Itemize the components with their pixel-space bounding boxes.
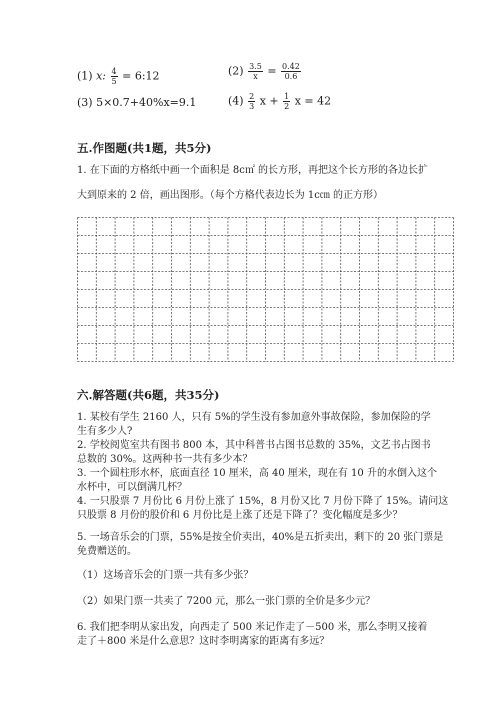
question-text: 1. 在下面的方格纸中画一个面积是 8c㎡ 的长方形，再把这个长方形的各边长扩 (77, 165, 429, 176)
equation-3: (3) 5×0.7+40%x=9.1 (77, 96, 197, 109)
section-5-title: 五.作图题(共1题，共5分) (77, 141, 212, 155)
equation-4: (4) $\frac{2}{3}$ x + $\frac{1}{2}$ x = 42 (228, 92, 332, 111)
equation-1: (1) x: $\frac{4}{5}$ = 6:12 (77, 67, 160, 86)
equation-number: (1) (77, 69, 93, 83)
question-text: 生有多少人? (77, 426, 133, 437)
equation-number: (3) (77, 96, 93, 109)
question-text: 只股票 8 月份的股价和 6 月份比是上涨了还是下降了？变化幅度是多少？ (77, 510, 403, 521)
question-text: 水杯中，可以倒满几杯？ (77, 482, 187, 493)
graph-paper-grid[interactable] (77, 217, 454, 362)
fraction: $\frac{4}{5}$ (111, 67, 117, 86)
equation-number: (2) (228, 64, 244, 78)
fraction: $\frac{3.5}{x}$ (249, 62, 262, 81)
fraction: $\frac{0.42}{0.6}$ (282, 62, 300, 81)
question-text: 1. 某校有学生 2160 人，只有 5%的学生没有参加意外事故保险，参加保险的学 (77, 412, 431, 423)
question-text: 走了＋800 米是什么意思？这时李明离家的距离有多远？ (77, 636, 330, 647)
question-text: 免费赠送的。 (77, 546, 137, 557)
equation-2: (2) $\frac{3.5}{x}$ = $\frac{0.42}{0.6}$ (228, 62, 300, 81)
sub-question-text: （2）如果门票一共卖了 7200 元，那么一张门票的全价是多少元？ (77, 596, 376, 607)
question-text: 4. 一只股票 7 月份比 6 月份上涨了 15%，8 月份又比 7 月份下降了 15%。请问这 (77, 496, 449, 507)
question-text: 大到原来的 2 倍，画出图形。（每个方格代表边长为 1c㎝ 的正方形） (77, 190, 384, 201)
question-text: 5. 一场音乐会的门票，55%是按全价卖出，40%是五折卖出，剩下的 20 张门票是 (77, 532, 444, 543)
question-text: 3. 一个圆柱形水杯，底面直径 10 厘米，高 40 厘米，现在有 10 升的水倒入这个 (77, 468, 437, 479)
fraction: $\frac{1}{2}$ (284, 92, 290, 111)
sub-question-text: （1）这场音乐会的门票一共有多少张？ (77, 570, 254, 581)
equation-number: (4) (228, 94, 244, 108)
fraction: $\frac{2}{3}$ (249, 92, 255, 111)
section-6-title: 六.解答题(共6题，共35分) (77, 388, 220, 402)
question-text: 6. 我们把李明从家出发，向西走了 500 米记作走了－500 米，那么李明又接着 (77, 622, 428, 633)
question-text: 2. 学校阅览室共有图书 800 本，其中科普书占图书总数的 35%，文艺书占图书 (77, 440, 431, 451)
question-text: 总数的 30%。这两种书一共有多少本？ (77, 454, 253, 465)
